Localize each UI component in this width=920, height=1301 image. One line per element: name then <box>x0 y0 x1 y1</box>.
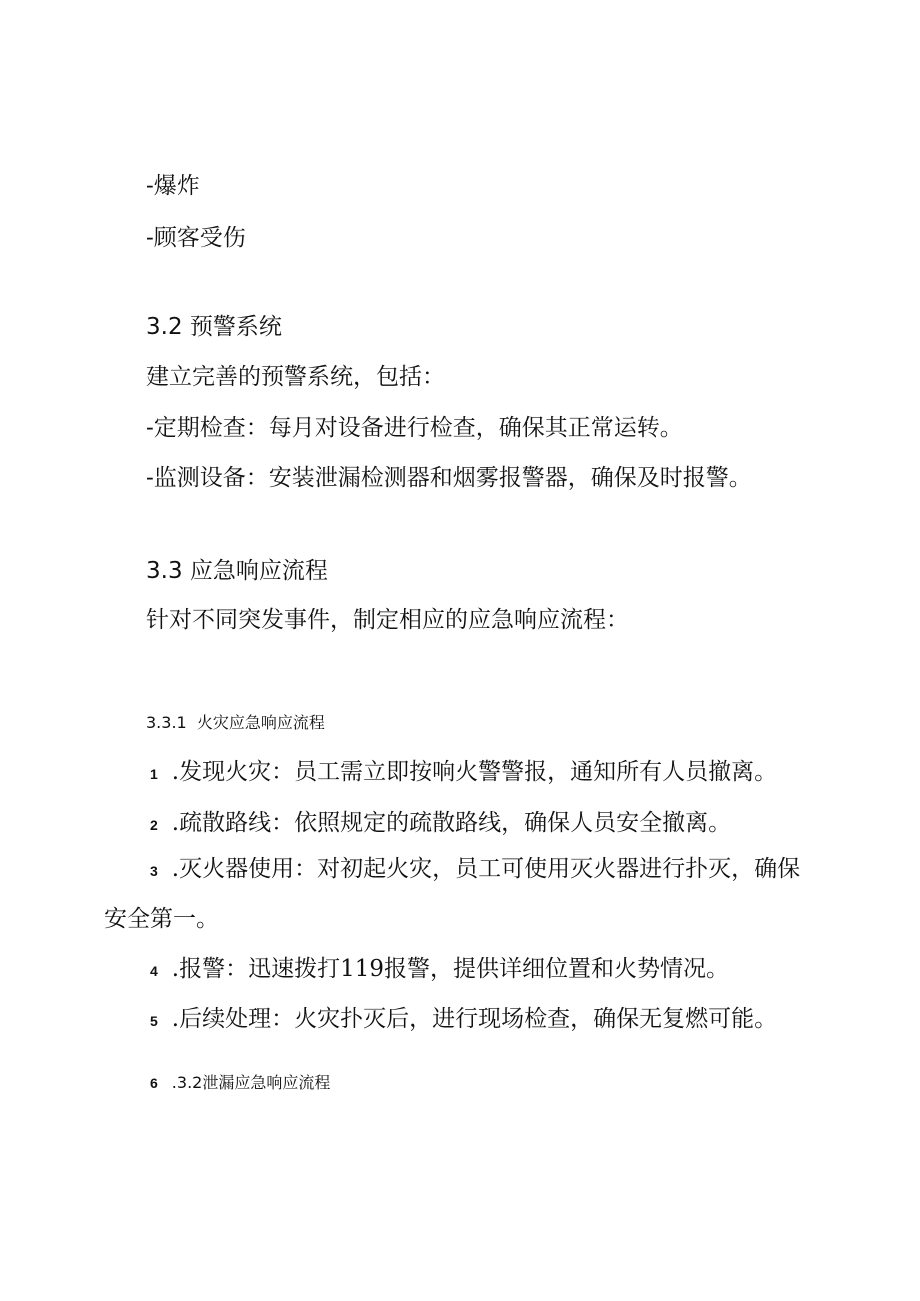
list-number: 5 <box>150 1013 158 1029</box>
list-item-customer-injury: -顾客受伤 <box>146 225 246 251</box>
list-item-explosion: -爆炸 <box>146 173 200 199</box>
list-item-text: .发现火灾：员工需立即按响火警警报，通知所有人员撤离。 <box>171 759 778 785</box>
list-number: 6 <box>150 1075 158 1091</box>
subsection-heading-3-3-1: 3.3.1 火灾应急响应流程 <box>146 713 325 732</box>
list-item-regular-check: -定期检查：每月对设备进行检查，确保其正常运转。 <box>146 415 683 441</box>
list-item-text: .后续处理：火灾扑灭后，进行现场检查，确保无复燃可能。 <box>171 1006 778 1032</box>
list-number: 4 <box>150 963 158 979</box>
list-item <box>150 1008 777 1031</box>
list-item <box>150 761 777 784</box>
paragraph-warning-intro: 建立完善的预警系统，包括： <box>146 364 445 390</box>
list-item-text: .报警：迅速拨打119报警，提供详细位置和火势情况。 <box>171 956 730 982</box>
list-item-text: .疏散路线：依照规定的疏散路线，确保人员安全撤离。 <box>171 810 732 836</box>
list-item <box>150 958 729 981</box>
list-item-continuation: 安全第一。 <box>104 906 219 932</box>
subsection-title: .3.2泄漏应急响应流程 <box>171 1073 331 1092</box>
section-heading-3-3: 3.3 应急响应流程 <box>146 558 328 584</box>
list-number: 2 <box>150 817 158 833</box>
subsection-heading-3-3-2 <box>150 1075 330 1091</box>
list-item <box>150 812 731 835</box>
list-item-text: .灭火器使用：对初起火灾，员工可使用灭火器进行扑灭，确保 <box>171 856 801 882</box>
paragraph-response-intro: 针对不同突发事件，制定相应的应急响应流程： <box>146 607 629 633</box>
list-item <box>150 858 800 881</box>
section-heading-3-2: 3.2 预警系统 <box>146 314 282 340</box>
list-number: 3 <box>150 863 158 879</box>
list-number: 1 <box>150 766 158 782</box>
list-item-monitoring: -监测设备：安装泄漏检测器和烟雾报警器，确保及时报警。 <box>146 465 752 491</box>
